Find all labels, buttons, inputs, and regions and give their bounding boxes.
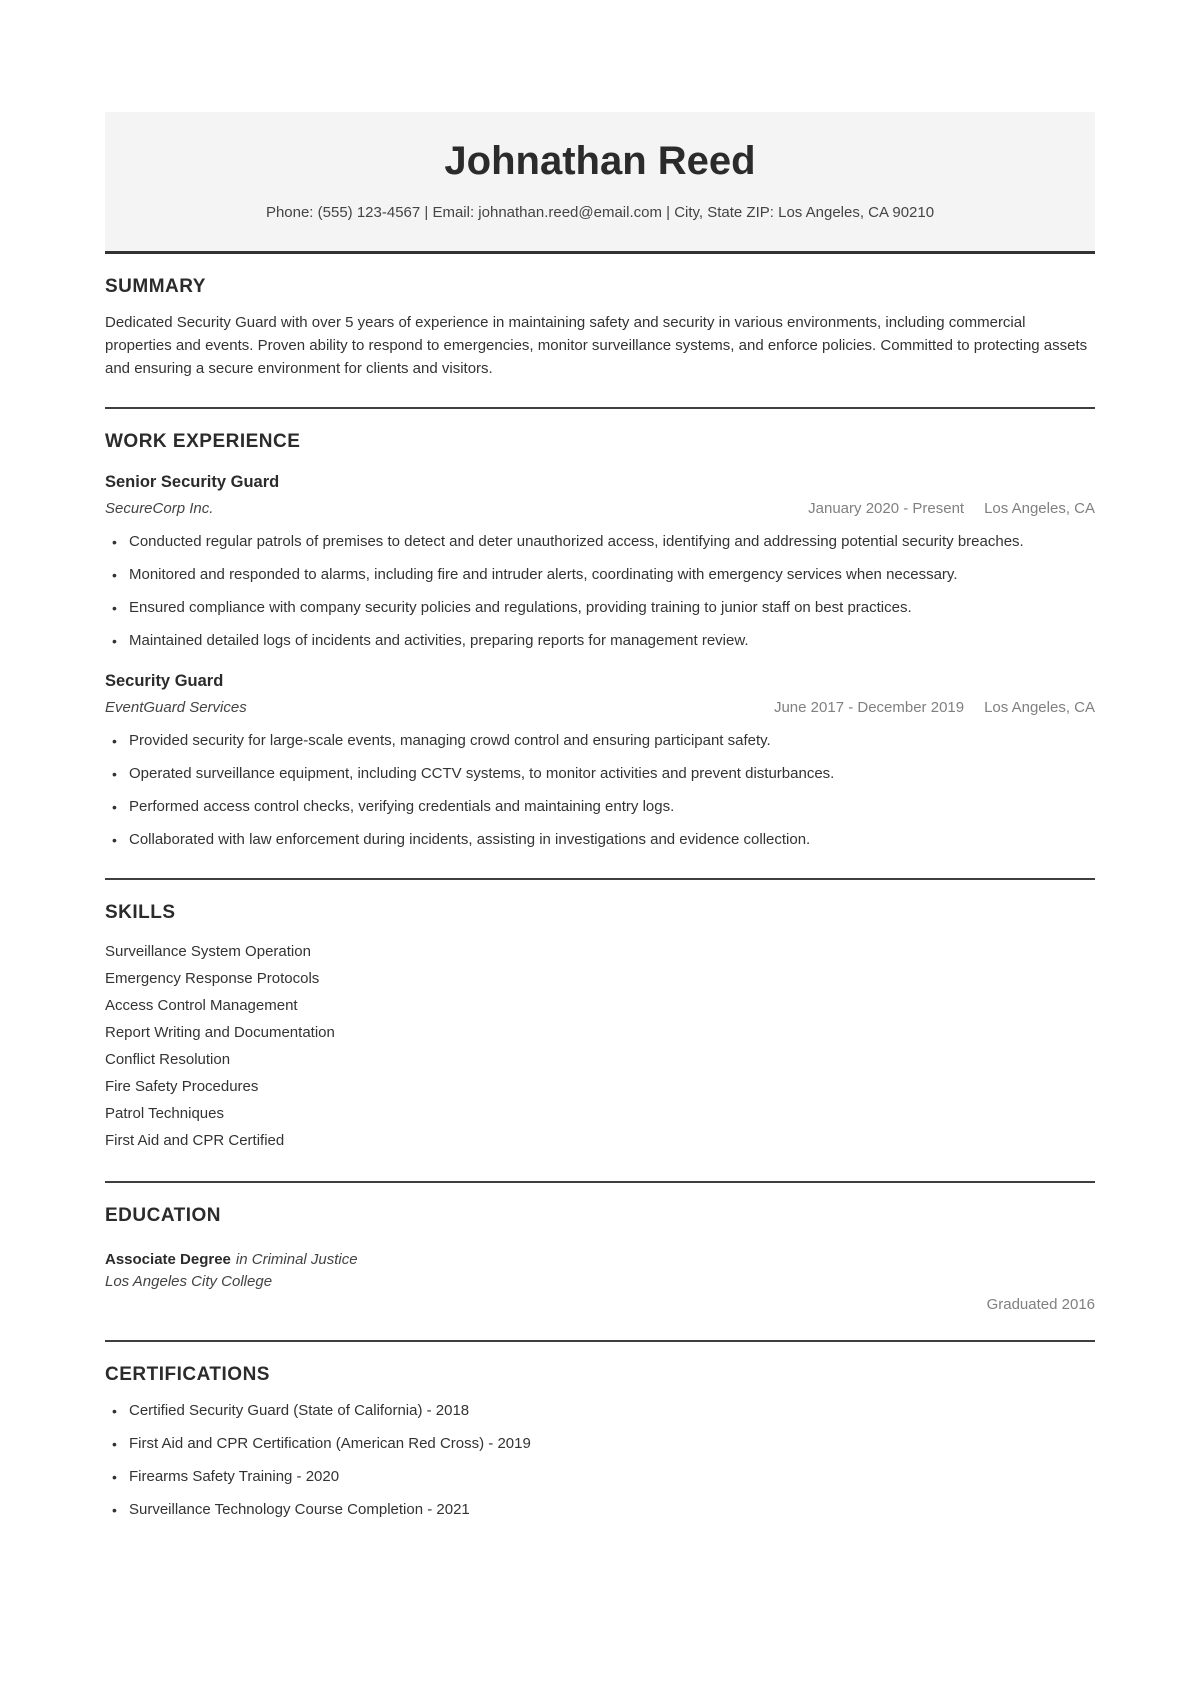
job-bullet: • Monitored and responded to alarms, including fire and intruder alerts, coordinating with emergency services when necessary. [105, 564, 1095, 586]
education-entry [105, 1249, 1095, 1313]
skill-item: Fire Safety Procedures [105, 1078, 259, 1095]
job-location: Los Angeles, CA [984, 500, 1095, 517]
divider [105, 407, 1095, 409]
section-work-experience [105, 431, 1095, 851]
contact-line: Phone: (555) 123-4567 | Email: johnathan.reed@email.com | City, State ZIP: Los Angeles, CA 90210 [265, 204, 935, 221]
summary-heading: SUMMARY [105, 276, 206, 297]
skills-list [105, 938, 1095, 1154]
certification-item: • First Aid and CPR Certification (American Red Cross) - 2019 [105, 1433, 1095, 1455]
education-degree-line [105, 1249, 1095, 1271]
work-experience-heading: WORK EXPERIENCE [105, 431, 301, 452]
job-bullet: • Provided security for large-scale events, managing crowd control and ensuring participant safety. [105, 730, 1095, 752]
education-graduation: Graduated 2016 [986, 1296, 1095, 1313]
skill-item: Surveillance System Operation [105, 943, 311, 960]
skill-item: Access Control Management [105, 997, 298, 1014]
certification-item: • Firearms Safety Training - 2020 [105, 1466, 1095, 1488]
education-school: Los Angeles City College [105, 1273, 273, 1290]
education-heading: EDUCATION [105, 1205, 222, 1226]
candidate-name: Johnathan Reed [444, 139, 756, 183]
job-location: Los Angeles, CA [984, 699, 1095, 716]
certifications-list [105, 1400, 1095, 1521]
job-meta-row [105, 699, 1095, 716]
section-certifications [105, 1364, 1095, 1521]
divider [105, 1181, 1095, 1183]
job-bullet: • Ensured compliance with company security policies and regulations, providing training to junior staff on best practices. [105, 597, 1095, 619]
job-company: SecureCorp Inc. [105, 500, 214, 517]
job-dates-location [774, 699, 1095, 716]
job-company: EventGuard Services [105, 699, 247, 716]
skill-item: Patrol Techniques [105, 1105, 224, 1122]
certifications-heading: CERTIFICATIONS [105, 1364, 270, 1385]
job-meta-row [105, 500, 1095, 517]
job-title: Senior Security Guard [105, 473, 280, 491]
job-dates: June 2017 - December 2019 [773, 699, 965, 716]
skills-heading: SKILLS [105, 902, 176, 923]
job-bullet: • Conducted regular patrols of premises to detect and deter unauthorized access, identifying and addressing potential security breaches. [105, 531, 1095, 553]
job-bullet: • Operated surveillance equipment, including CCTV systems, to monitor activities and prevent disturbances. [105, 763, 1095, 785]
certification-item: • Surveillance Technology Course Completion - 2021 [105, 1499, 1095, 1521]
section-skills [105, 902, 1095, 1154]
skill-item: Report Writing and Documentation [105, 1024, 335, 1041]
job-bullet-list [105, 531, 1095, 652]
job-dates: January 2020 - Present [808, 500, 965, 517]
skill-item: Emergency Response Protocols [105, 970, 320, 987]
certification-item: • Certified Security Guard (State of California) - 2018 [105, 1400, 1095, 1422]
job-title: Security Guard [105, 672, 224, 690]
job-dates-location [808, 500, 1095, 517]
job-bullet: • Maintained detailed logs of incidents and activities, preparing reports for management review. [105, 630, 1095, 652]
education-field: in Criminal Justice [235, 1251, 358, 1268]
job-bullet-list [105, 730, 1095, 851]
section-summary [105, 276, 1095, 380]
resume-content [105, 0, 1095, 1521]
summary-text: Dedicated Security Guard with over 5 years of experience in maintaining safety and security in various environments, including commercial properties and events. Proven ability to respond to emergencies, monitor surveillance systems, and enforce policies. Committed to protecting assets and ensuring a secure environment for clients and visitors. [105, 314, 1088, 377]
divider [105, 1340, 1095, 1342]
skill-item: Conflict Resolution [105, 1051, 231, 1068]
divider [105, 878, 1095, 880]
resume-header [105, 112, 1095, 254]
skill-item: First Aid and CPR Certified [105, 1132, 285, 1149]
job-entry [105, 672, 1095, 851]
job-bullet: • Collaborated with law enforcement during incidents, assisting in investigations and evidence collection. [105, 829, 1095, 851]
education-degree: Associate Degree [105, 1251, 231, 1268]
job-entry [105, 473, 1095, 652]
section-education [105, 1205, 1095, 1313]
job-bullet: • Performed access control checks, verifying credentials and maintaining entry logs. [105, 796, 1095, 818]
